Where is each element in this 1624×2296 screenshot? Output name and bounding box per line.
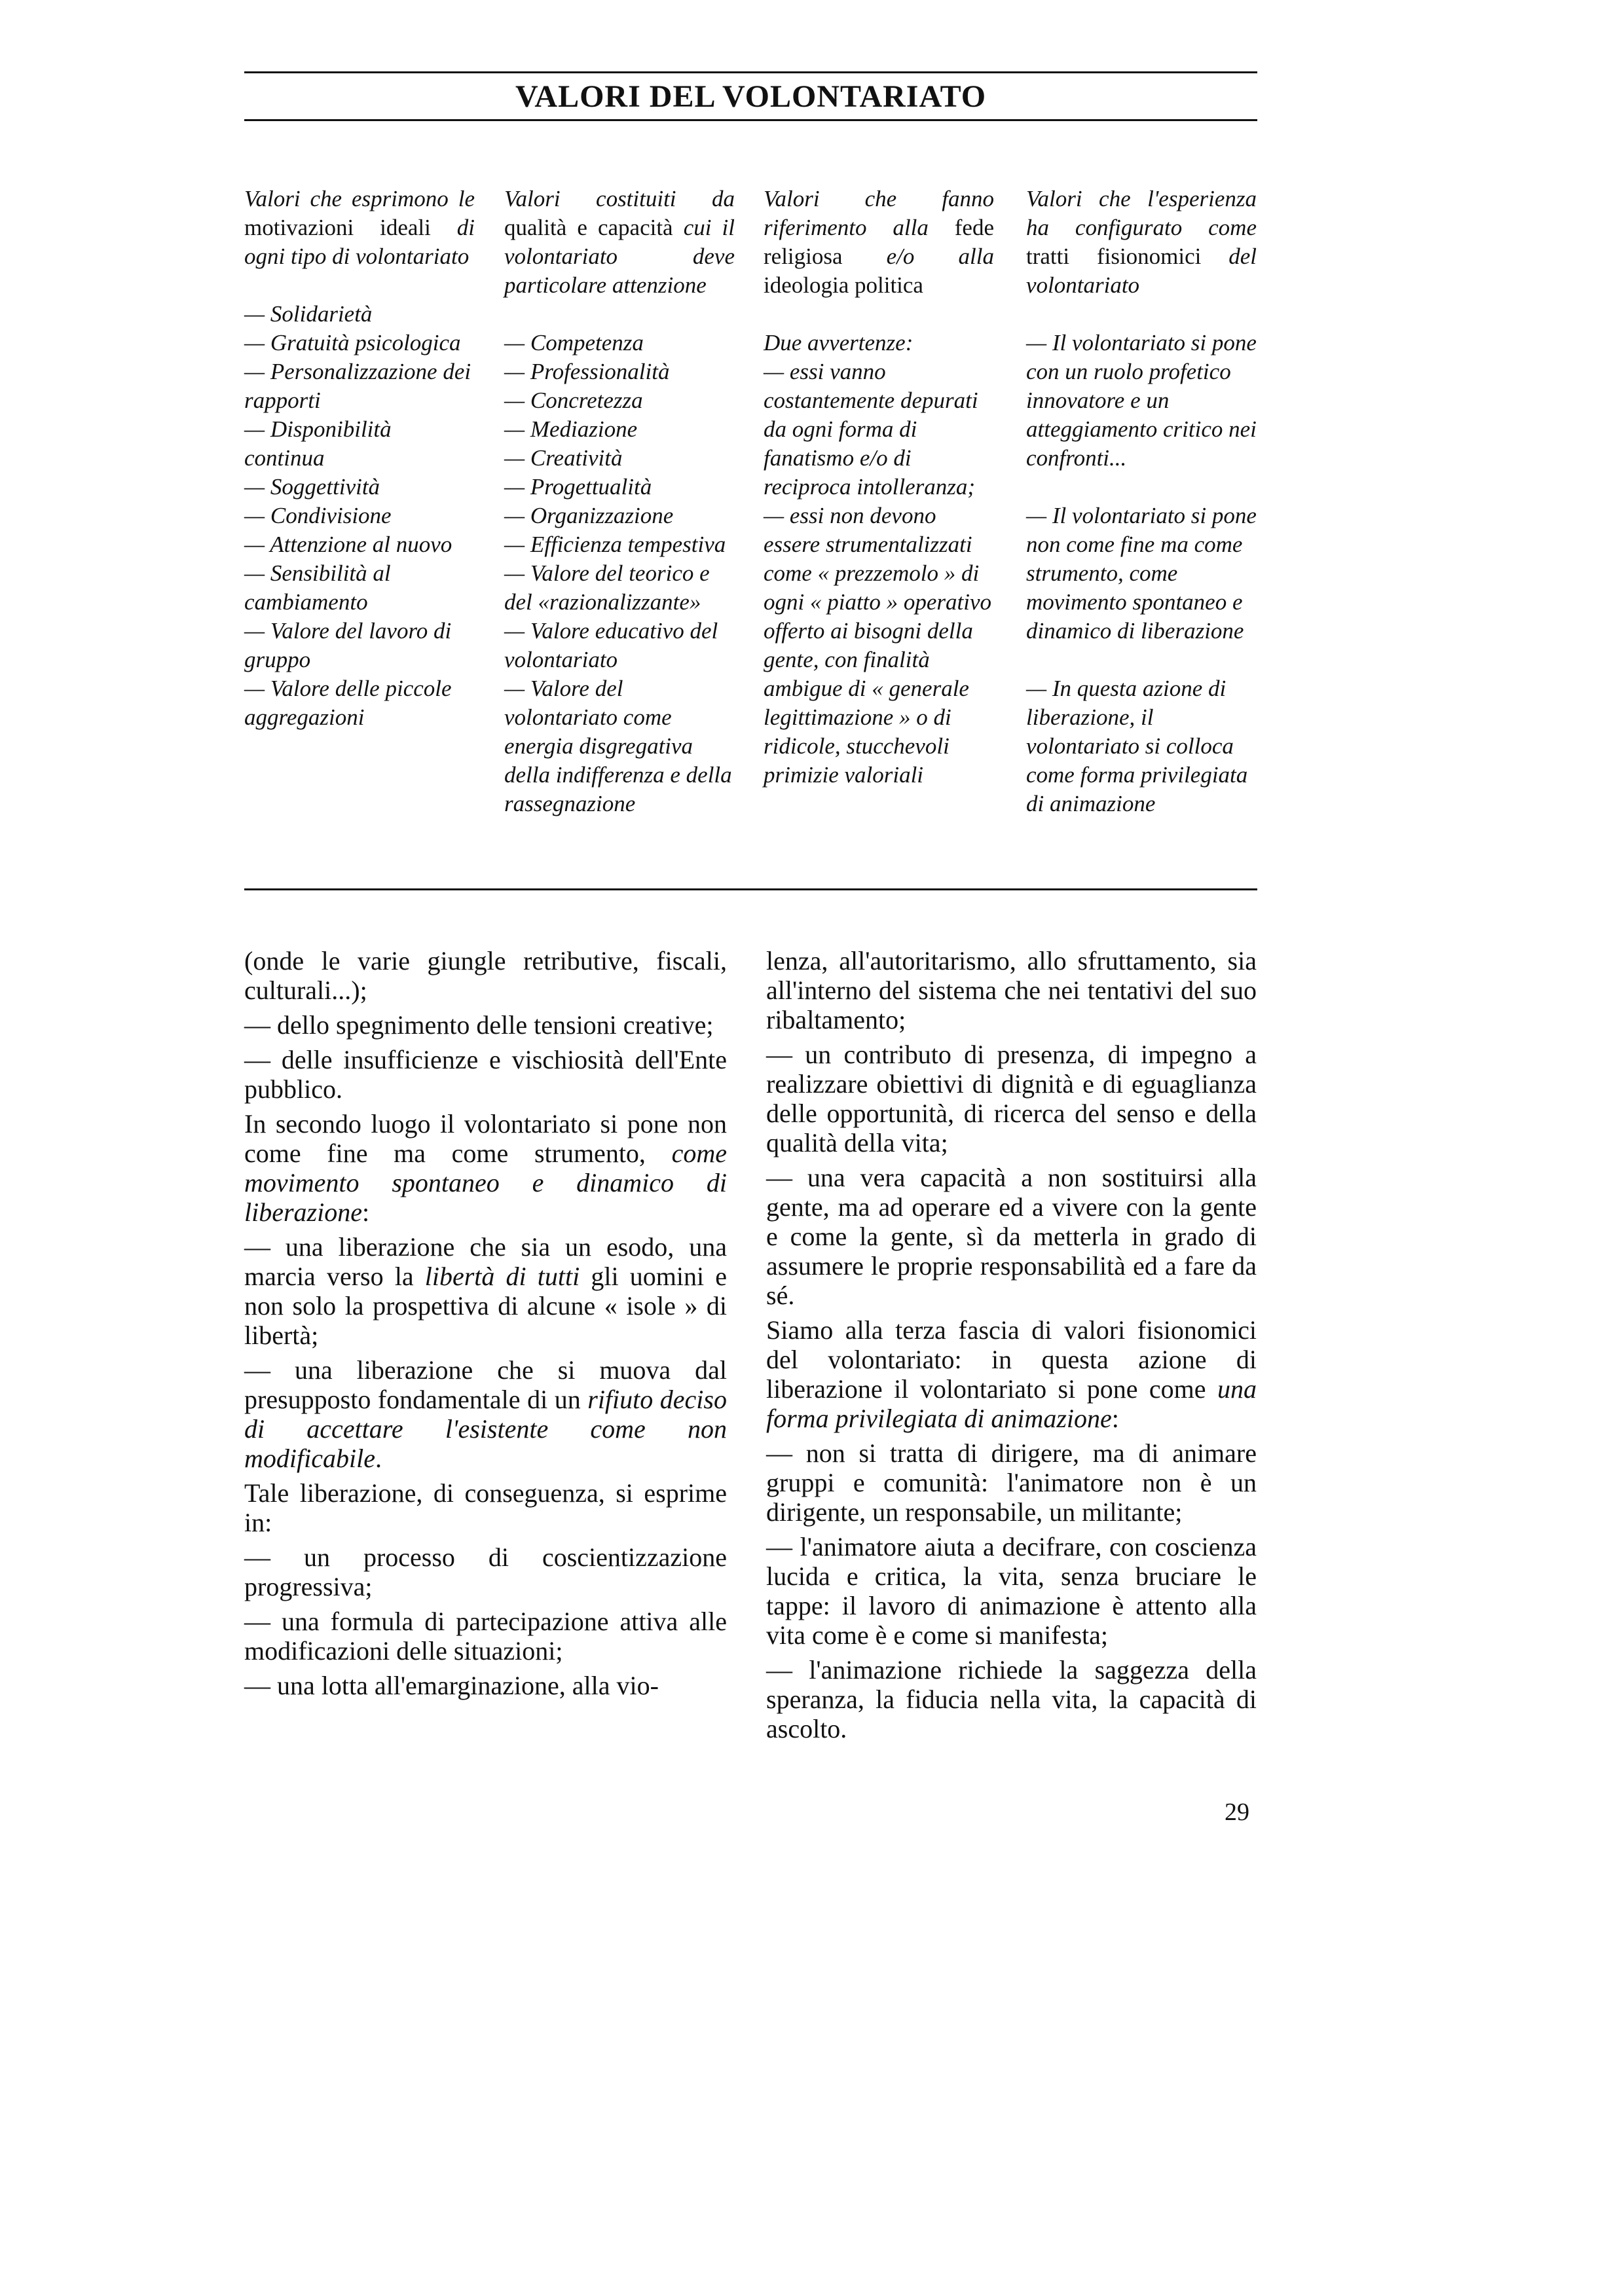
table-item: — Valore delle piccole aggregazioni — [244, 676, 452, 730]
table-item: — Competenza — [504, 330, 644, 355]
page-number: 29 — [1225, 1798, 1249, 1826]
heading-text: Valori costituiti da — [504, 186, 735, 211]
body-paragraph — [766, 1532, 1257, 1650]
heading-text: tratti fisionomici — [1026, 244, 1229, 269]
heading-text: Valori che fanno riferimento alla — [764, 186, 994, 240]
table-item: Due avvertenze: — [764, 330, 913, 355]
table-item: — Concretezza — [504, 388, 643, 413]
table-bottom-rule — [244, 888, 1257, 890]
body-paragraph — [766, 1655, 1257, 1743]
heading-text: motivazioni ideali — [244, 215, 457, 240]
body-paragraph — [244, 1478, 727, 1537]
paragraph-text: — un contributo di presenza, di impegno a realizzare obiettivi di dignità e di eguaglianza delle opportunità, di ricerca del senso e della qualità della vita; — [766, 1040, 1257, 1157]
paragraph-text: libertà di tutti — [424, 1262, 580, 1291]
table-item: — Professionalità — [504, 359, 670, 384]
table-item: — Organizzazione — [504, 503, 674, 528]
table-item: — Personalizzazione dei rapporti — [244, 359, 471, 413]
column-items — [1026, 329, 1257, 818]
paragraph-text: In secondo luogo il volontariato si pone non come fine ma come strumento, — [244, 1109, 727, 1168]
title-bottom-rule — [244, 119, 1257, 121]
paragraph-text: come movimento spontaneo e dinamico di liberazione — [244, 1139, 727, 1227]
column-heading — [504, 185, 735, 300]
column-items — [764, 329, 994, 790]
paragraph-text: — una formula di partecipazione attiva alle modificazioni delle situazioni; — [244, 1607, 727, 1666]
table-item: — Valore educativo del volontariato — [504, 618, 718, 672]
body-paragraph — [766, 1163, 1257, 1310]
paragraph-text: lenza, all'autoritarismo, allo sfruttamento, sia all'interno del sistema che nei tentativi del suo ribaltamento; — [766, 946, 1257, 1034]
paragraph-text: — delle insufficienze e vischiosità dell'Ente pubblico. — [244, 1045, 727, 1104]
column-heading — [1026, 185, 1257, 300]
paragraph-text: Siamo alla terza fascia di valori fisionomici del volontariato: in questa azione di liberazione il volontariato si pone come — [766, 1315, 1257, 1404]
body-paragraph — [766, 1438, 1257, 1527]
paragraph-text: . — [375, 1444, 382, 1473]
body-paragraph — [766, 1040, 1257, 1157]
table-item: — Sensibilità al cambiamento — [244, 560, 391, 615]
paragraph-text: gli uomini e non solo la prospettiva di alcune « isole » di libertà; — [244, 1262, 727, 1350]
heading-gap — [1026, 300, 1257, 329]
heading-gap — [244, 271, 475, 300]
table-item: — Attenzione al nuovo — [244, 532, 452, 557]
body-paragraph — [244, 1355, 727, 1473]
paragraph-text: una forma privilegiata di animazione — [766, 1374, 1257, 1433]
heading-text: e/o alla — [886, 244, 994, 269]
paragraph-text: rifiuto deciso di accettare l'esistente come non modificabile — [244, 1385, 727, 1473]
table-item: — Creatività — [504, 445, 623, 471]
table-item: — essi non devono essere strumentalizzati come « prezzemolo » di ogni « piatto » operativo offerto ai bisogni della gente, con finalità ambigue di « generale legittimazione » o di ridicole, stucchevoli primizie valoriali — [764, 503, 992, 788]
body-paragraph — [244, 1109, 727, 1227]
heading-gap — [764, 300, 994, 329]
column-items — [244, 300, 475, 732]
table-item: — Progettualità — [504, 474, 652, 500]
table-item: — Valore del lavoro di gruppo — [244, 618, 452, 672]
paragraph-text: (onde le varie giungle retributive, fiscali, culturali...); — [244, 946, 727, 1005]
paragraph-text: — dello spegnimento delle tensioni creative; — [244, 1010, 714, 1040]
body-paragraph — [766, 946, 1257, 1034]
table-item: — essi vanno costantemente depurati da ogni forma di fanatismo e/o di reciproca intolleranza; — [764, 359, 978, 500]
table-column-4 — [1026, 185, 1257, 818]
table-item: — Valore del teorico e del «razionalizzante» — [504, 560, 710, 615]
body-paragraph — [244, 946, 727, 1005]
paragraph-text: — una liberazione che sia un esodo, una marcia verso la — [244, 1232, 727, 1291]
heading-text: qualità e capacità — [504, 215, 684, 240]
heading-text: Valori che esprimono — [244, 186, 458, 211]
heading-gap — [504, 300, 735, 329]
paragraph-text: — un processo di coscientizzazione progressiva; — [244, 1542, 727, 1601]
paragraph-text: — non si tratta di dirigere, ma di animare gruppi e comunità: l'animatore non è un dirigente, un responsabile, un militante; — [766, 1438, 1257, 1527]
body-paragraph — [244, 1542, 727, 1601]
body-column-right — [766, 946, 1257, 1749]
table-column-2 — [504, 185, 735, 818]
body-paragraph — [766, 1315, 1257, 1433]
heading-text: fede religiosa — [764, 215, 994, 269]
table-item: — Il volontariato si pone con un ruolo profetico innovatore e un atteggiamento critico nei confronti... — [1026, 330, 1257, 471]
table-column-1 — [244, 185, 475, 732]
body-paragraph — [244, 1232, 727, 1350]
column-heading — [764, 185, 994, 300]
table-item: — Valore del volontariato come energia disgregativa della indifferenza e della rassegnazione — [504, 676, 732, 816]
heading-text: le — [458, 186, 475, 211]
paragraph-text: — l'animazione richiede la saggezza della speranza, la fiducia nella vita, la capacità di ascolto. — [766, 1655, 1257, 1743]
column-heading — [244, 185, 475, 271]
paragraph-text: — una vera capacità a non sostituirsi alla gente, ma ad operare ed a vivere con la gente e come la gente, sì da metterla in grado di assumere le proprie responsabilità ed a fare da sé. — [766, 1163, 1257, 1310]
table-item: — Efficienza tempestiva — [504, 532, 726, 557]
paragraph-text: — una lotta all'emarginazione, alla vio- — [244, 1671, 659, 1700]
paragraph-text: : — [361, 1197, 370, 1227]
body-paragraph — [244, 1671, 727, 1700]
table-item: — Mediazione — [504, 416, 638, 442]
table-item: — Il volontariato si pone non come fine ma come strumento, come movimento spontaneo e dinamico di liberazione — [1026, 503, 1257, 644]
body-column-left — [244, 946, 727, 1705]
table-item: — Disponibilità continua — [244, 416, 392, 471]
table-item: — Soggettività — [244, 474, 380, 500]
paragraph-text: : — [1111, 1404, 1119, 1433]
column-items — [504, 329, 735, 818]
heading-text: ideologia politica — [764, 272, 923, 298]
paragraph-text: Tale liberazione, di conseguenza, si esprime in: — [244, 1478, 727, 1537]
body-paragraph — [244, 1010, 727, 1040]
heading-text: cui il volontariato deve particolare attenzione — [504, 215, 735, 298]
item-gap — [1026, 473, 1257, 501]
item-gap — [1026, 646, 1257, 674]
paragraph-text: — una liberazione che si muova dal presupposto fondamentale di un — [244, 1355, 727, 1414]
heading-text: Valori che l'esperienza ha configurato come — [1026, 186, 1257, 240]
paragraph-text: — l'animatore aiuta a decifrare, con coscienza lucida e critica, la vita, senza bruciare le tappe: il lavoro di animazione è attento alla vita come è e come si manifesta; — [766, 1532, 1257, 1650]
body-paragraph — [244, 1607, 727, 1666]
page-title: VALORI DEL VOLONTARIATO — [515, 79, 987, 114]
heading-text: di ogni tipo di volontariato — [244, 215, 475, 269]
table-item: — Gratuità psicologica — [244, 330, 461, 355]
table-item: — Solidarietà — [244, 301, 373, 327]
table-column-3 — [764, 185, 994, 790]
body-paragraph — [244, 1045, 727, 1104]
table-item: — Condivisione — [244, 503, 392, 528]
table-item: — In questa azione di liberazione, il volontariato si colloca come forma privilegiata di animazione — [1026, 676, 1248, 816]
heading-text: del volontariato — [1026, 244, 1257, 298]
